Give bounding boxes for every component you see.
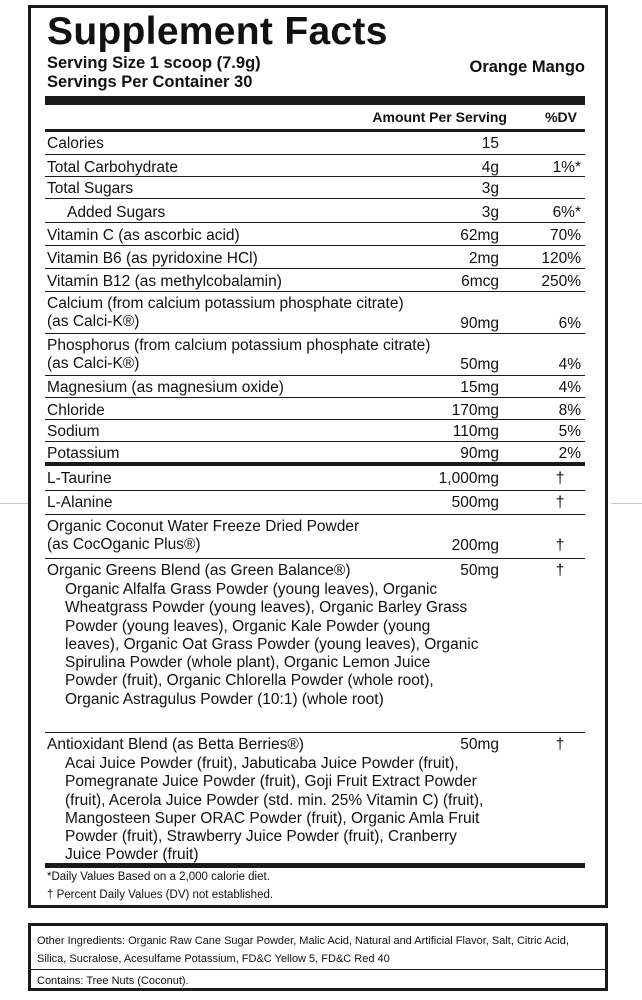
nutrient-name-line2: (as Calci-K®) bbox=[47, 313, 140, 330]
amount-per-serving: 1,000mg bbox=[438, 470, 499, 487]
amount-per-serving: 90mg bbox=[460, 315, 499, 332]
table-row bbox=[45, 514, 585, 559]
table-row bbox=[45, 222, 585, 246]
nutrient-name: L-Taurine bbox=[47, 470, 112, 487]
nutrient-name-line2: (as Calci-K®) bbox=[47, 355, 140, 372]
nutrient-name: Antioxidant Blend (as Betta Berries®) bbox=[47, 736, 304, 753]
table-row bbox=[45, 490, 585, 515]
footnote-dv-not-established: † Percent Daily Values (DV) not established. bbox=[47, 889, 274, 901]
daily-value-percent: 1%* bbox=[552, 159, 581, 176]
amount-per-serving: 200mg bbox=[451, 537, 499, 554]
daily-value-percent: 4% bbox=[558, 379, 581, 396]
blend-ingredients: Acai Juice Powder (fruit), Jabuticaba Juice Powder (fruit), Pomegranate Juice Powder (fruit), Goji Fruit Extract Powder (fruit), Acerola Juice Powder (std. min. 25% Vitamin C) (fruit), Mangosteen Super ORAC Powder (fruit), Organic Amla Fruit Powder (fruit), Strawberry Juice Powder (fruit), Cranberry Juice Powder (fruit) bbox=[65, 755, 484, 864]
nutrient-name: Chloride bbox=[47, 402, 105, 419]
amount-per-serving: 15mg bbox=[460, 379, 499, 396]
background-line-left bbox=[0, 503, 28, 504]
daily-value-percent: 120% bbox=[541, 250, 581, 267]
amount-per-serving: 6mcg bbox=[461, 273, 499, 290]
panel-inner bbox=[45, 8, 585, 905]
nutrient-name: Calcium (from calcium potassium phosphate citrate) bbox=[47, 295, 404, 312]
supplement-facts-panel bbox=[28, 5, 608, 908]
table-row bbox=[45, 397, 585, 420]
amount-per-serving: 90mg bbox=[460, 445, 499, 462]
daily-value-percent: † bbox=[555, 537, 565, 554]
daily-value-percent: † bbox=[555, 470, 565, 487]
background-line-right bbox=[611, 503, 642, 504]
thick-divider-top bbox=[45, 96, 585, 105]
nutrient-name: Total Carbohydrate bbox=[47, 159, 178, 176]
other-divider bbox=[31, 969, 605, 970]
amount-per-serving: 50mg bbox=[460, 562, 499, 579]
amount-per-serving: 110mg bbox=[452, 423, 499, 440]
nutrient-name: Vitamin C (as ascorbic acid) bbox=[47, 227, 240, 244]
daily-value-percent: 4% bbox=[558, 356, 581, 373]
amount-per-serving-header: Amount Per Serving bbox=[372, 109, 507, 125]
amount-per-serving: 170mg bbox=[451, 402, 499, 419]
table-row bbox=[45, 291, 585, 334]
daily-value-percent: 8% bbox=[558, 402, 581, 419]
nutrient-name: Total Sugars bbox=[47, 180, 134, 197]
daily-value-percent: 5% bbox=[558, 423, 581, 440]
table-row bbox=[45, 375, 585, 398]
table-row bbox=[45, 419, 585, 442]
daily-value-percent: † bbox=[555, 736, 565, 753]
daily-value-percent: † bbox=[555, 562, 565, 579]
allergen-contains-text: Contains: Tree Nuts (Coconut). bbox=[37, 975, 189, 987]
thick-divider-bottom bbox=[45, 863, 585, 868]
nutrient-name-line2: (as CocOganic Plus®) bbox=[47, 536, 201, 553]
servings-per-container: Servings Per Container 30 bbox=[47, 73, 253, 91]
daily-value-percent: 250% bbox=[541, 273, 581, 290]
amount-per-serving: 3g bbox=[481, 180, 499, 197]
table-row bbox=[45, 466, 585, 490]
nutrient-name: Magnesium (as magnesium oxide) bbox=[47, 379, 284, 396]
blend-ingredients: Organic Alfalfa Grass Powder (young leaves), Organic Wheatgrass Powder (young leaves), Organic Barley Grass Powder (young leaves), Organic Kale Powder (young leaves), Organic Oat Grass Powder (young leaves), Organic Spirulina Powder (whole plant), Organic Lemon Juice Powder (fruit), Organic Chlorella Powder (whole root), Organic Astragulus Powder (10:1) (whole root) bbox=[65, 581, 479, 708]
nutrient-name: Calories bbox=[47, 135, 104, 152]
amount-per-serving: 50mg bbox=[460, 736, 499, 753]
table-row bbox=[45, 132, 585, 154]
table-row bbox=[45, 558, 585, 733]
nutrient-name: Vitamin B6 (as pyridoxine HCl) bbox=[47, 250, 258, 267]
amount-per-serving: 62mg bbox=[460, 227, 499, 244]
table-row bbox=[45, 732, 585, 864]
other-ingredients-text: Other Ingredients: Organic Raw Cane Sugar Powder, Malic Acid, Natural and Artificial Flavor, Salt, Citric Acid, Silica, Sucralose, Acesulfame Potassium, FD&C Yellow 5, FD&C Red 40 bbox=[37, 935, 569, 965]
flavor-label: Orange Mango bbox=[469, 58, 585, 76]
table-row bbox=[45, 441, 585, 463]
table-row bbox=[45, 333, 585, 376]
amount-per-serving: 3g bbox=[481, 204, 499, 221]
amount-per-serving: 2mg bbox=[468, 250, 499, 267]
amount-per-serving: 50mg bbox=[460, 356, 499, 373]
nutrient-name: Organic Greens Blend (as Green Balance®) bbox=[47, 562, 351, 579]
daily-value-percent: 6%* bbox=[552, 204, 581, 221]
table-row bbox=[45, 198, 585, 223]
nutrient-name: Organic Coconut Water Freeze Dried Powder bbox=[47, 518, 360, 535]
nutrient-name: Sodium bbox=[47, 423, 100, 440]
dv-header: %DV bbox=[545, 109, 577, 125]
nutrient-name: Added Sugars bbox=[67, 204, 166, 221]
table-row bbox=[45, 176, 585, 199]
panel-title: Supplement Facts bbox=[47, 10, 388, 53]
nutrient-name: L-Alanine bbox=[47, 494, 113, 511]
table-row bbox=[45, 154, 585, 177]
amount-per-serving: 500mg bbox=[451, 494, 499, 511]
daily-value-percent: 6% bbox=[558, 315, 581, 332]
table-row bbox=[45, 268, 585, 292]
daily-value-percent: † bbox=[555, 494, 565, 511]
nutrient-name: Potassium bbox=[47, 445, 120, 462]
other-ingredients-box bbox=[28, 923, 608, 991]
amount-per-serving: 15 bbox=[481, 135, 499, 152]
nutrient-name: Phosphorus (from calcium potassium phosphate citrate) bbox=[47, 337, 431, 354]
nutrient-name: Vitamin B12 (as methylcobalamin) bbox=[47, 273, 282, 290]
daily-value-percent: 2% bbox=[558, 445, 581, 462]
daily-value-percent: 70% bbox=[549, 227, 581, 244]
footnote-daily-values: *Daily Values Based on a 2,000 calorie diet. bbox=[47, 871, 270, 883]
amount-per-serving: 4g bbox=[481, 159, 499, 176]
serving-size: Serving Size 1 scoop (7.9g) bbox=[47, 54, 261, 72]
table-row bbox=[45, 245, 585, 269]
thick-divider-mid bbox=[45, 462, 585, 466]
